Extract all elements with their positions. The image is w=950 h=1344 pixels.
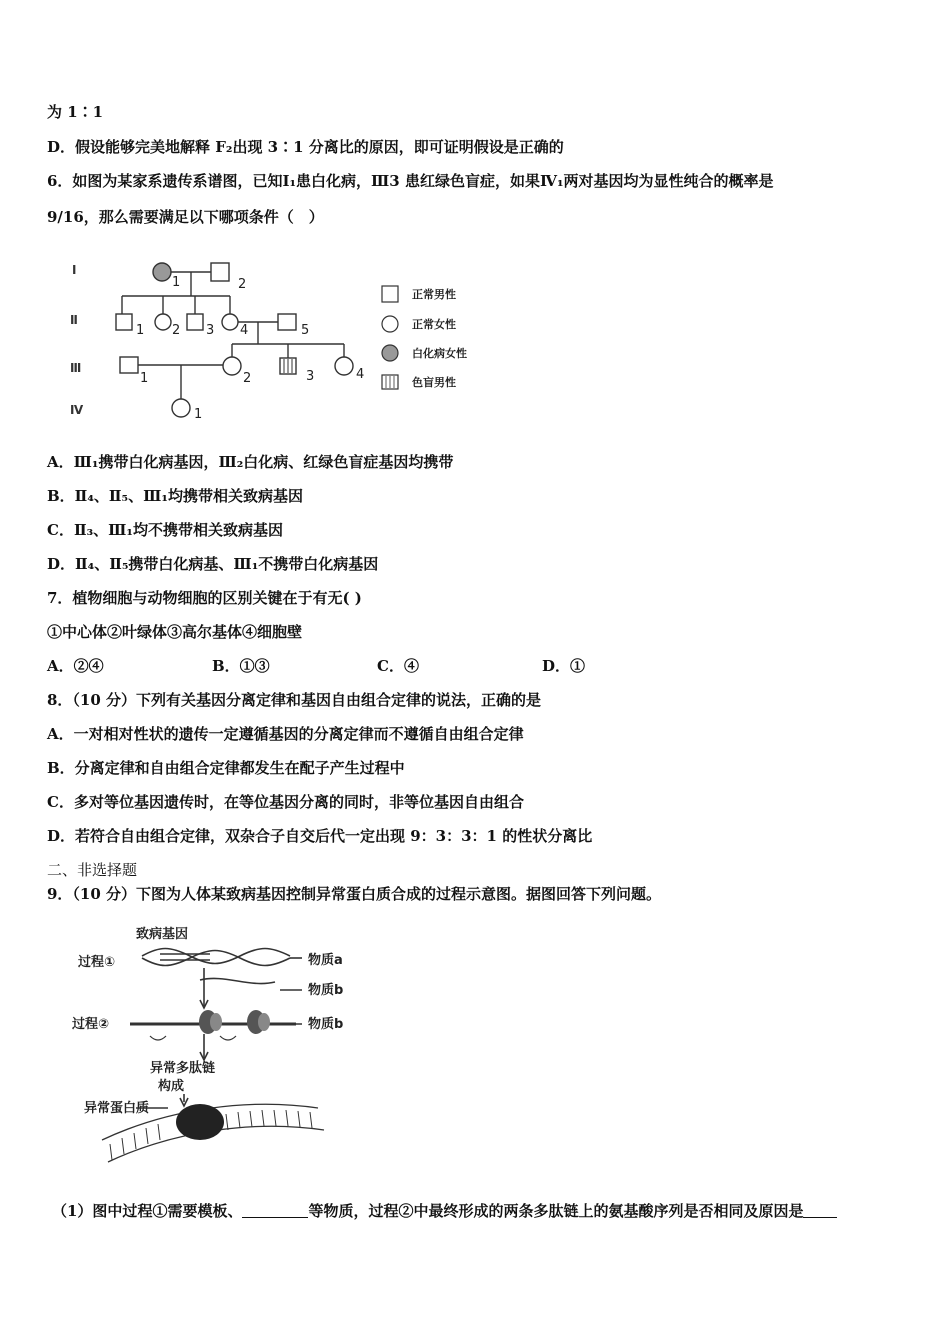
num-III2: 2 bbox=[243, 371, 252, 386]
gen-label-4: Ⅳ bbox=[70, 403, 84, 417]
q6-option-a: A．Ⅲ₁携带白化病基因，Ⅲ₂白化病、红绿色盲症基因均携带 bbox=[47, 453, 454, 471]
q8-option-b: B．分离定律和自由组合定律都发生在配子产生过程中 bbox=[47, 759, 405, 777]
label-process-2: 过程② bbox=[72, 1017, 110, 1032]
legend-albino-symbol bbox=[382, 345, 398, 361]
num-IV1: 1 bbox=[194, 407, 203, 422]
label-abnormal-polypeptide: 异常多肽链 bbox=[150, 1061, 216, 1076]
num-III4: 4 bbox=[356, 367, 365, 382]
q6-option-b: B．Ⅱ₄、Ⅱ₅、Ⅲ₁均携带相关致病基因 bbox=[47, 487, 303, 505]
label-disease-gene: 致病基因 bbox=[136, 927, 189, 942]
prev-option-d: D．假设能够完美地解释 F₂出现 3∶1 分离比的原因，即可证明假设是正确的 bbox=[47, 138, 564, 156]
pedigree-chart bbox=[60, 252, 490, 427]
label-substance-a: 物质a bbox=[308, 953, 343, 968]
q9-stem: 9．（10 分）下图为人体某致病基因控制异常蛋白质合成的过程示意图。据图回答下列问题。 bbox=[47, 885, 662, 903]
gen-label-3: Ⅲ bbox=[70, 361, 82, 375]
gen-label-2: Ⅱ bbox=[70, 313, 78, 327]
num-I1: 1 bbox=[172, 275, 181, 290]
legend-albino-label: 白化病女性 bbox=[412, 347, 467, 360]
I1-affected-female bbox=[153, 263, 171, 281]
q9-part1 bbox=[52, 1201, 837, 1221]
label-abnormal-protein: 异常蛋白质 bbox=[84, 1101, 150, 1116]
num-I2: 2 bbox=[238, 277, 247, 292]
num-II4: 4 bbox=[240, 323, 249, 338]
IV1-female bbox=[172, 399, 190, 417]
label-substance-b1: 物质b bbox=[308, 983, 344, 998]
abnormal-protein-shape bbox=[176, 1104, 224, 1140]
legend-female-symbol bbox=[382, 316, 398, 332]
answer-blank-1[interactable] bbox=[242, 1203, 308, 1218]
num-II3: 3 bbox=[206, 323, 215, 338]
legend-female-label: 正常女性 bbox=[412, 318, 456, 331]
q8-option-d: D．若符合自由组合定律，双杂合子自交后代一定出现 9：3：3：1 的性状分离比 bbox=[47, 827, 593, 845]
III1-male bbox=[120, 357, 138, 373]
II4-female bbox=[222, 314, 238, 330]
I2-male bbox=[211, 263, 229, 281]
line-ratio: 为 1∶1 bbox=[47, 103, 104, 121]
answer-blank-2[interactable] bbox=[803, 1203, 837, 1218]
q7-option-d: D．① bbox=[542, 657, 586, 675]
num-II2: 2 bbox=[172, 323, 181, 338]
II5-male bbox=[278, 314, 296, 330]
ribosome-2 bbox=[247, 1010, 270, 1034]
legend-colorblind-label: 色盲男性 bbox=[412, 376, 456, 389]
q7-option-b: B．①③ bbox=[212, 657, 270, 675]
section-heading: 二、非选择题 bbox=[47, 861, 138, 879]
q7-option-c: C．④ bbox=[377, 657, 419, 675]
legend-male-symbol bbox=[382, 286, 398, 302]
q9-part1-text-a: （1）图中过程①需要模板、 bbox=[52, 1202, 243, 1220]
q6-option-d: D．Ⅱ₄、Ⅱ₅携带白化病基、Ⅲ₁不携带白化病基因 bbox=[47, 555, 379, 573]
q8-option-c: C．多对等位基因遗传时，在等位基因分离的同时，非等位基因自由组合 bbox=[47, 793, 524, 811]
q6-option-c: C．Ⅱ₃、Ⅲ₁均不携带相关致病基因 bbox=[47, 521, 283, 539]
q7-stem: 7．植物细胞与动物细胞的区别关键在于有无( ) bbox=[47, 589, 362, 607]
ribosome-1 bbox=[199, 1010, 222, 1034]
q8-option-a: A．一对相对性状的遗传一定遵循基因的分离定律而不遵循自由组合定律 bbox=[47, 725, 524, 743]
q7-items: ①中心体②叶绿体③高尔基体④细胞壁 bbox=[47, 623, 303, 641]
gen-label-1: Ⅰ bbox=[72, 263, 77, 277]
q6-stem: 6．如图为某家系遗传系谱图，已知Ⅰ₁患白化病，Ⅲ3 患红绿色盲症，如果Ⅳ₁两对基因均为显性纯合的概率是 bbox=[47, 172, 774, 190]
II1-male bbox=[116, 314, 132, 330]
q9-part1-text-b: 等物质，过程②中最终形成的两条多肽链上的氨基酸序列是否相同及原因是 bbox=[308, 1202, 804, 1220]
III4-female bbox=[335, 357, 353, 375]
gene-expression-diagram bbox=[50, 918, 360, 1180]
label-process-1: 过程① bbox=[78, 955, 116, 970]
legend-male-label: 正常男性 bbox=[412, 288, 456, 301]
II3-male bbox=[187, 314, 203, 330]
num-III3: 3 bbox=[306, 369, 315, 384]
q8-stem: 8．（10 分）下列有关基因分离定律和基因自由组合定律的说法，正确的是 bbox=[47, 691, 542, 709]
q6-stem-cont: 9/16，那么需要满足以下哪项条件（ ） bbox=[47, 208, 324, 226]
num-II5: 5 bbox=[301, 323, 310, 338]
mrna-strand bbox=[200, 978, 275, 983]
num-II1: 1 bbox=[136, 323, 145, 338]
III2-female bbox=[223, 357, 241, 375]
num-III1: 1 bbox=[140, 371, 149, 386]
label-form: 构成 bbox=[158, 1079, 185, 1094]
q7-option-a: A．②④ bbox=[47, 657, 104, 675]
II2-female bbox=[155, 314, 171, 330]
label-substance-b2: 物质b bbox=[308, 1017, 344, 1032]
